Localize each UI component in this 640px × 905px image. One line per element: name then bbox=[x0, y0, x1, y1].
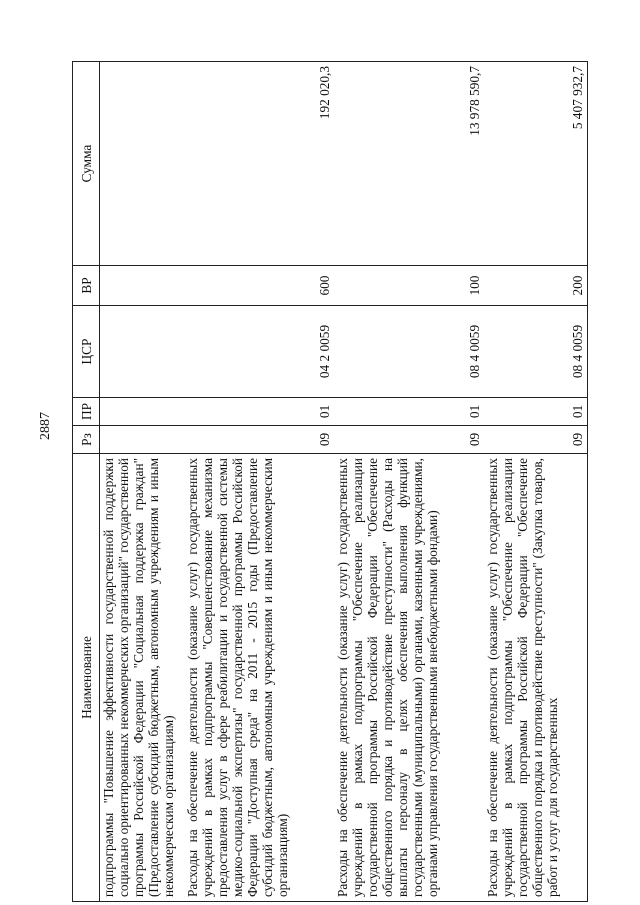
header-pr: ПР bbox=[73, 398, 100, 426]
row-pr: 01 bbox=[184, 398, 334, 426]
table-row bbox=[334, 62, 484, 902]
row-vr: 600 bbox=[184, 266, 334, 306]
row-rz bbox=[100, 426, 184, 454]
row-name: Расходы на обеспечение деятельности (оказание услуг) государственных учреждений в рамках подпрограммы "Обеспечение реализации государственной программы Российской Федерации "Обеспечение общественного порядка и противодействие преступности" (Расходы на выплаты персоналу в целях обеспечения выполнения функций государственными (муниципальными) органами, казенными учреждениями, органами управления государственными внебюджетными фондами) bbox=[334, 454, 484, 902]
table-header-row bbox=[73, 62, 100, 902]
rotated-page bbox=[72, 62, 632, 902]
header-rz: Рз bbox=[73, 426, 100, 454]
row-vr: 100 bbox=[334, 266, 484, 306]
table-row bbox=[184, 62, 334, 902]
table-row bbox=[100, 62, 184, 902]
header-name: Наименование bbox=[73, 454, 100, 902]
row-csr bbox=[100, 306, 184, 398]
budget-table bbox=[72, 61, 588, 902]
row-pr: 01 bbox=[334, 398, 484, 426]
row-csr: 04 2 0059 bbox=[184, 306, 334, 398]
row-vr: 200 bbox=[484, 266, 588, 306]
row-rz: 09 bbox=[334, 426, 484, 454]
row-pr: 01 bbox=[484, 398, 588, 426]
row-name: Расходы на обеспечение деятельности (оказание услуг) государственных учреждений в рамках подпрограммы "Обеспечение реализации государственной программы Российской Федерации "Обеспечение общественного порядка и противодействие преступности" (Закупка товаров, работ и услуг для государственных bbox=[484, 454, 588, 902]
row-vr bbox=[100, 266, 184, 306]
row-rz: 09 bbox=[484, 426, 588, 454]
row-csr: 08 4 0059 bbox=[334, 306, 484, 398]
row-name: подпрограммы "Повышение эффективности государственной поддержки социально ориентированных некоммерческих организаций" государственной программы Российской Федерации "Социальная поддержка граждан" (Предоставление субсидий бюджетным, автономным учреждениям и иным некоммерческим организациям) bbox=[100, 454, 184, 902]
row-sum: 5 407 932,7 bbox=[484, 62, 588, 266]
row-sum: 192 020,3 bbox=[184, 62, 334, 266]
table-row bbox=[484, 62, 588, 902]
row-name: Расходы на обеспечение деятельности (оказание услуг) государственных учреждений в рамках подпрограммы "Совершенствование механизма предоставления услуг в сфере реабилитации и государственной системы медико-социальной экспертизы" государственной программы Российской Федерации "Доступная среда" на 2011 - 2015 годы (Предоставление субсидий бюджетным, автономным учреждениям и иным некоммерческим организациям) bbox=[184, 454, 334, 902]
row-rz: 09 bbox=[184, 426, 334, 454]
row-sum bbox=[100, 62, 184, 266]
row-csr: 08 4 0059 bbox=[484, 306, 588, 398]
row-pr bbox=[100, 398, 184, 426]
header-vr: ВР bbox=[73, 266, 100, 306]
header-csr: ЦСР bbox=[73, 306, 100, 398]
header-sum: Сумма bbox=[73, 62, 100, 266]
row-sum: 13 978 590,7 bbox=[334, 62, 484, 266]
page-number: 2887 bbox=[38, 412, 53, 440]
